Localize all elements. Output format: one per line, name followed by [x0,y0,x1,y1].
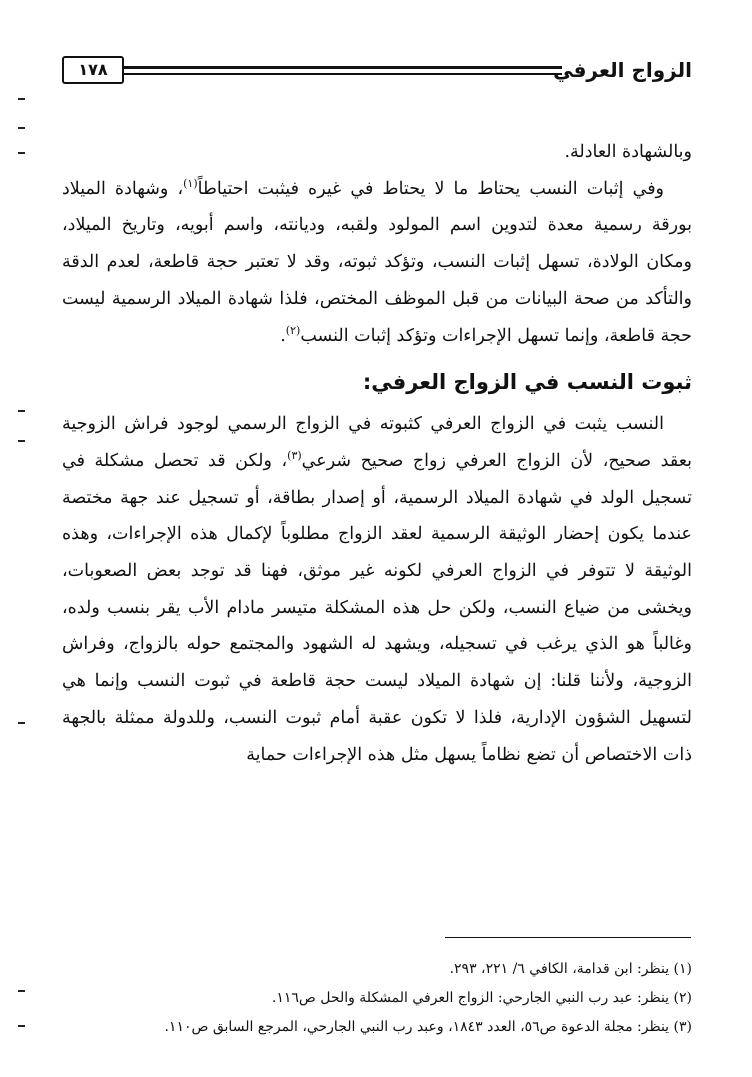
main-text [62,134,692,773]
margin-mark [18,990,25,992]
paragraph: وبالشهادة العادلة. [564,142,692,162]
page-header [62,52,692,92]
paragraph: النسب يثبت في الزواج العرفي كثبوته في الزواج الرسمي لوجود فراش الزوجية بعقد صحيح، لأن الزواج العرفي زواج صحيح شرعي$^{(٣)}$، ولكن قد تحصل مشكلة في تسجيل الولد في شهادة الميلاد الرسمية، أو إصدار بطاقة، أو تسجيل عند جهة مختصة عندما يكون إحضار الوثيقة الرسمية لعقد الزواج مطلوباً لإكمال هذه الإجراءات، وهذه الوثيقة لا تتوفر في الزواج العرفي لكونه غير موثق، فهنا قد توجد بعض الصعوبات، ويخشى من ضياع النسب، ولكن حل هذه المشكلة متيسر مادام الأب يقر بنسب ولده، وغالباً هو الذي يرغب في تسجيله، ويشهد له الشهود والمجتمع حوله بالزواج، وفراش الزوجية، ولأننا قلنا: إن شهادة الميلاد ليست حجة قاطعة في ثبوت النسب وإنما هي لتسهيل الشؤون الإدارية، فلذا لا تكون عقبة أمام ثبوت النسب، وللدولة ممثلة بالجهة ذات الاختصاص أن تضع نظاماً يسهل مثل هذه الإجراءات حماية [62,414,693,765]
footnote: (١) ينظر: ابن قدامة، الكافي ٦/ ٢٢١، ٢٩٣. [449,961,692,977]
footnote-ref: (١) [183,176,198,190]
footnotes [62,955,692,1042]
footnote-separator [445,937,691,938]
footnote-ref: (٢) [285,323,301,337]
section-heading: ثبوت النسب في الزواج العرفي: [362,370,692,395]
margin-mark [18,440,25,442]
margin-mark [18,410,25,412]
margin-mark [18,1025,25,1027]
margin-mark [18,98,25,100]
paragraph: وفي إثبات النسب يحتاط ما لا يحتاط في غيره فيثبت احتياطاً$^{(١)}$، وشهادة الميلاد بورقة رسمية معدة لتدوين اسم المولود ولقبه، وديانته، واسم أبويه، وتاريخ الميلاد، ومكان الولادة، تسهل إثبات النسب، وتؤكد ثبوته، وقد لا تعتبر حجة قاطعة، لعدم الدقة والتأكد من صحة البيانات من قبل الموظف المختص، فلذا شهادة الميلاد الرسمية ليست حجة قاطعة، وإنما تسهل الإجراءات وتؤكد إثبات النسب$^{(٢)}$. [62,176,692,346]
running-title: الزواج العرفي [553,58,692,82]
footnote: (٢) ينظر: عبد رب النبي الجارحي: الزواج العرفي المشكلة والحل ص١١٦. [271,990,692,1006]
footnote: (٣) ينظر: مجلة الدعوة ص٥٦، العدد ١٨٤٣، وعبد رب النبي الجارحي، المرجع السابق ص١١٠. [164,1019,692,1035]
margin-mark [18,152,25,154]
margin-mark [18,722,25,724]
header-rule [124,66,562,75]
page-number: ١٧٨ [62,56,124,84]
margin-mark [18,127,25,129]
footnote-ref: (٣) [287,449,302,463]
